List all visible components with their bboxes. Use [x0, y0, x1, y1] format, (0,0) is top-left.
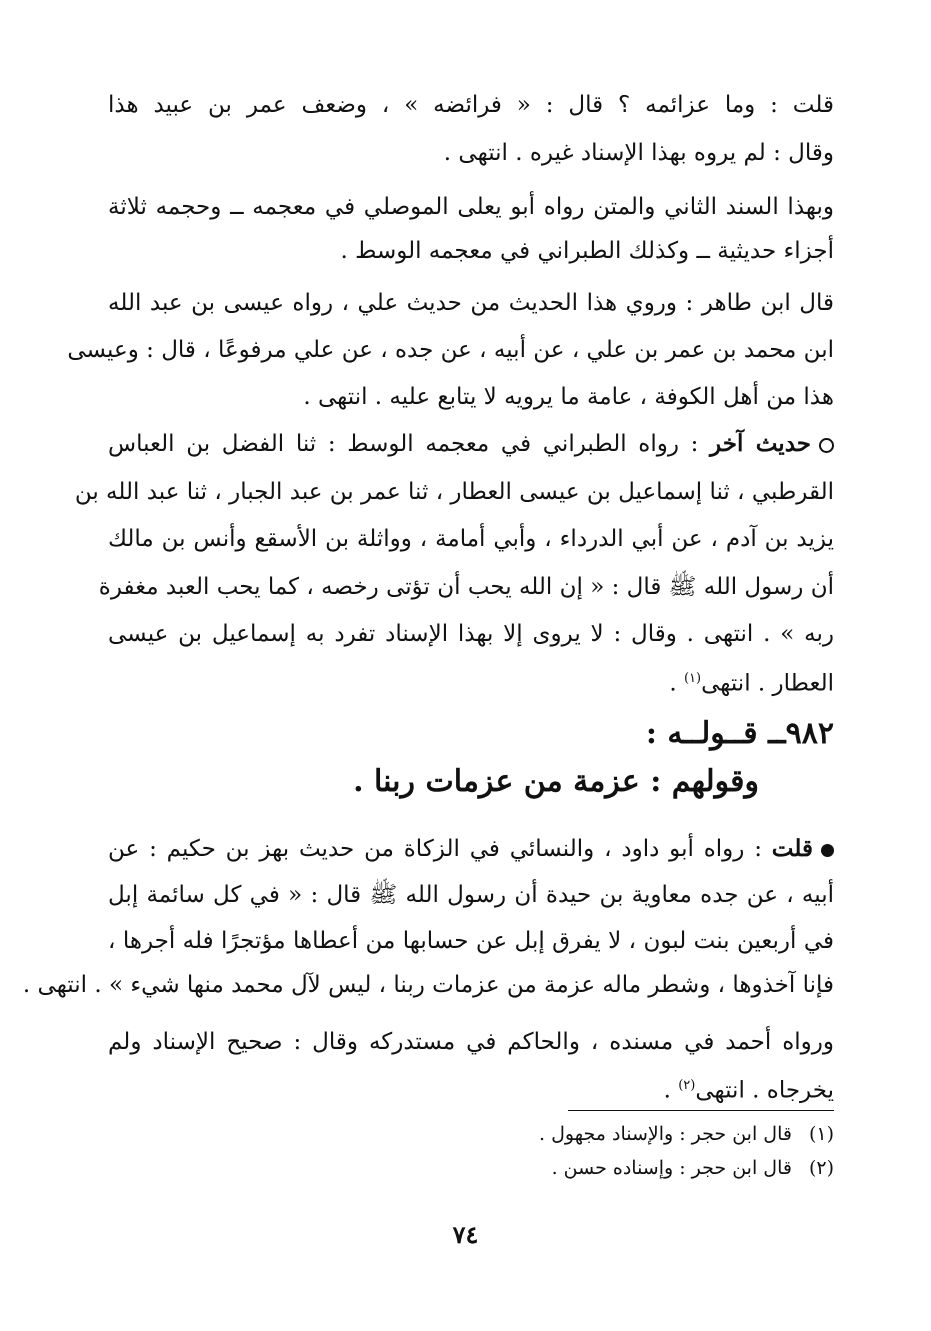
footnote-2-number: (٢): [808, 1157, 834, 1179]
para4-lead: حديث آخر: [710, 430, 811, 457]
para4-line1-text: : رواه الطبراني في معجمه الوسط : ثنا الفضل بن العباس: [108, 431, 711, 457]
footnote-2: [552, 1155, 834, 1181]
page-number: ٧٤: [452, 1220, 479, 1249]
entry-title-heading: وقولهم : عزمة من عزمات ربنا .: [353, 764, 759, 799]
para4-line2: القرطبي ، ثنا إسماعيل بن عيسى العطار ، ثنا عمر بن عبد الجبار ، ثنا عبد الله بن: [74, 479, 834, 505]
circle-marker-icon: [819, 438, 834, 453]
para4-line5: ربه » . انتهى . وقال : لا يروى إلا بهذا الإسناد تفرد به إسماعيل بن عيسى: [108, 621, 834, 647]
para4-line3: يزيد بن آدم ، عن أبي الدرداء ، وأبي أمامة ، وواثلة بن الأسقع وأنس بن مالك: [108, 526, 834, 552]
footnote-ref-2: (٢): [678, 1078, 696, 1093]
para6-line2-text: يخرجاه . انتهى: [695, 1077, 834, 1104]
footnote-1-text: قال ابن حجر : والإسناد مجهول .: [539, 1123, 792, 1145]
para5-line1: [108, 832, 834, 866]
bullet-icon: [821, 844, 834, 857]
para5-line2: أبيه ، عن جده معاوية بن حيدة أن رسول الله ﷺ قال : « في كل سائمة إبل: [108, 882, 834, 908]
para6-line1: ورواه أحمد في مسنده ، والحاكم في مستدركه وقال : صحيح الإسناد ولم: [108, 1029, 834, 1055]
para5-line3: في أربعين بنت لبون ، لا يفرق إبل عن حسابها من أعطاها مؤتجرًا فله أجرها ،: [108, 928, 834, 954]
footnote-divider: [568, 1110, 834, 1111]
para3-line2: ابن محمد بن عمر بن علي ، عن أبيه ، عن جده ، عن علي مرفوعًا ، قال : وعيسى: [67, 337, 834, 363]
entry-number-heading: ٩٨٢ــ قــولــه :: [645, 716, 834, 751]
para1-line1: قلت : وما عزائمه ؟ قال : « فرائضه » ، وضعف عمر بن عبيد هذا: [108, 92, 834, 118]
para4-line6-text: العطار . انتهى: [701, 670, 834, 697]
footnote-1-number: (١): [808, 1123, 834, 1145]
para1-line2: وقال : لم يروه بهذا الإسناد غيره . انتهى .: [443, 140, 834, 166]
para5-line1-text: : رواه أبو داود ، والنسائي في الزكاة من حديث بهز بن حكيم : عن: [108, 836, 772, 862]
para2-line2: أجزاء حديثية ــ وكذلك الطبراني في معجمه الوسط .: [340, 238, 834, 264]
para6-line2: يخرجاه . انتهى$^{(٢)}$ .: [663, 1077, 834, 1104]
main-text: [22, 0, 834, 1110]
para3-line1: قال ابن طاهر : وروي هذا الحديث من حديث علي ، رواه عيسى بن عبد الله: [108, 290, 834, 316]
para5-lead: قلت: [771, 835, 813, 862]
para4-line6: العطار . انتهى$^{(١)}$ .: [669, 670, 834, 697]
para4-line1: [108, 427, 834, 461]
footnote-2-text: قال ابن حجر : وإسناده حسن .: [551, 1157, 792, 1179]
footnote-ref-1: (١): [683, 671, 702, 686]
para5-line4: فإنا آخذوها ، وشطر ماله عزمة من عزمات ربنا ، ليس لآل محمد منها شيء » . انتهى .: [22, 972, 834, 998]
footnote-1: [539, 1121, 834, 1147]
para4-line4: أن رسول الله ﷺ قال : « إن الله يحب أن تؤتى رخصه ، كما يحب العبد مغفرة: [98, 574, 834, 600]
para3-line3: هذا من أهل الكوفة ، عامة ما يرويه لا يتابع عليه . انتهى .: [303, 384, 834, 410]
para2-line1: وبهذا السند الثاني والمتن رواه أبو يعلى الموصلي في معجمه ــ وحجمه ثلاثة: [108, 194, 834, 220]
